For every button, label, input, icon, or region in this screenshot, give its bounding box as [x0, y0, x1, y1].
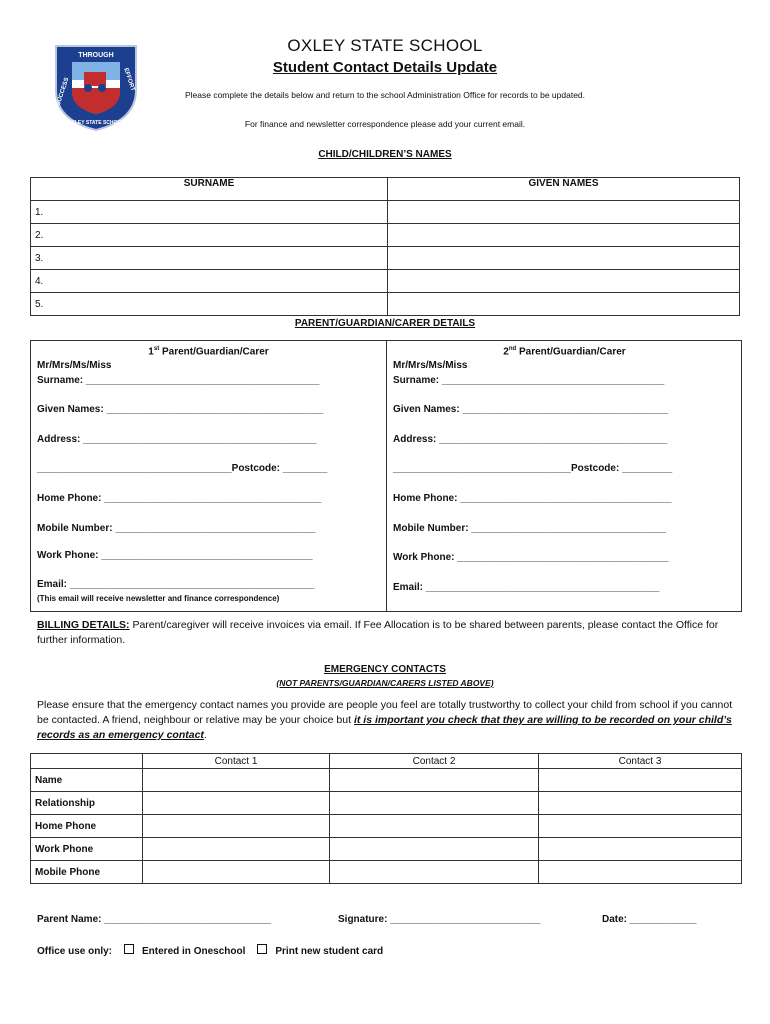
contact-cell[interactable]	[143, 815, 330, 838]
parent-2-work-phone-field[interactable]: Work Phone: ______________________________________	[393, 552, 669, 563]
parent-2-address-field[interactable]: Address: _________________________________________	[393, 434, 668, 445]
contact-cell[interactable]	[143, 792, 330, 815]
emergency-heading: EMERGENCY CONTACTS	[324, 664, 446, 675]
given-names-column-header: GIVEN NAMES	[388, 178, 740, 201]
table-row	[31, 293, 740, 316]
parent-name-field[interactable]: Parent Name: ______________________________	[37, 914, 272, 925]
instruction-2: For finance and newsletter correspondence please add your current email.	[244, 119, 526, 129]
parent-2-email-field[interactable]: Email: __________________________________________	[393, 582, 660, 593]
date-field[interactable]: Date: ____________	[602, 914, 697, 925]
parent-1-salutation: Mr/Mrs/Ms/Miss	[37, 360, 112, 371]
office-use-label: Office use only:	[37, 946, 113, 957]
parent-2-heading: 2nd Parent/Guardian/Carer	[503, 346, 626, 358]
table-row	[31, 754, 742, 769]
billing-text: Parent/caregiver will receive invoices via email. If Fee Allocation is to be shared between parents, please contact the Office for further information.	[37, 619, 719, 646]
parents-box	[30, 340, 742, 612]
emergency-emphasis: it is important you check that they are willing to be recorded on your child’s records as an emergency contact	[37, 714, 732, 741]
child-row-label[interactable]: 1.	[31, 201, 388, 224]
parent-1-given-names-field[interactable]: Given Names: _______________________________________	[37, 404, 324, 415]
child-row-label[interactable]: 2.	[31, 224, 388, 247]
contact-cell[interactable]	[143, 769, 330, 792]
parent-1-postcode-field[interactable]: ___________________________________Postcode: ________	[37, 463, 328, 474]
contact-1-header: Contact 1	[143, 754, 330, 769]
office-use-row	[37, 944, 383, 957]
child-given-cell[interactable]	[388, 201, 740, 224]
parent-1-home-phone-field[interactable]: Home Phone: _______________________________________	[37, 493, 322, 504]
contact-cell[interactable]	[330, 838, 539, 861]
table-row	[31, 792, 742, 815]
billing-label: BILLING DETAILS:	[37, 619, 130, 631]
table-row	[31, 769, 742, 792]
parent-1-email-note: (This email will receive newsletter and finance correspondence)	[37, 594, 280, 603]
row-label-work-phone: Work Phone	[31, 838, 143, 861]
contact-3-header: Contact 3	[539, 754, 742, 769]
corner-cell	[31, 754, 143, 769]
school-name: OXLEY STATE SCHOOL	[287, 36, 483, 55]
contact-cell[interactable]	[539, 792, 742, 815]
parent-2-given-names-field[interactable]: Given Names: _____________________________________	[393, 404, 669, 415]
parent-1-heading: 1st Parent/Guardian/Carer	[148, 346, 269, 358]
row-label-home-phone: Home Phone	[31, 815, 143, 838]
table-row	[31, 247, 740, 270]
logo-left-text: SUCCESS	[55, 76, 71, 107]
children-heading: CHILD/CHILDREN’S NAMES	[318, 149, 452, 160]
row-label-name: Name	[31, 769, 143, 792]
child-given-cell[interactable]	[388, 224, 740, 247]
table-row	[31, 838, 742, 861]
child-given-cell[interactable]	[388, 247, 740, 270]
table-row	[31, 178, 740, 201]
contact-cell[interactable]	[143, 838, 330, 861]
children-table	[30, 177, 740, 316]
emergency-paragraph: Please ensure that the emergency contact names you provide are people you feel are totally trustworthy to collect your child from school if you cannot be contacted. A friend, neighbour or relative may be your choice but it is important you check that they are willing to be recorded on your child’s records as an emergency contact.	[37, 699, 733, 741]
parent-2-home-phone-field[interactable]: Home Phone: ______________________________________	[393, 493, 672, 504]
contact-cell[interactable]	[330, 861, 539, 884]
emergency-subheading: (NOT PARENTS/GUARDIAN/CARERS LISTED ABOVE)	[276, 678, 494, 688]
entered-oneschool-label: Entered in Oneschool	[142, 946, 246, 957]
form-title: Student Contact Details Update	[272, 59, 498, 76]
parent-1-column	[31, 341, 386, 611]
table-row	[31, 270, 740, 293]
child-given-cell[interactable]	[388, 293, 740, 316]
contact-cell[interactable]	[539, 815, 742, 838]
parent-1-email-field[interactable]: Email: ____________________________________________	[37, 579, 315, 590]
print-card-label: Print new student card	[275, 946, 384, 957]
table-row	[31, 224, 740, 247]
table-row	[31, 861, 742, 884]
parent-1-surname-field[interactable]: Surname: __________________________________________	[37, 375, 320, 386]
row-label-mobile-phone: Mobile Phone	[31, 861, 143, 884]
emergency-contacts-table	[30, 753, 742, 884]
parent-1-mobile-field[interactable]: Mobile Number: ____________________________________	[37, 523, 316, 534]
entered-oneschool-checkbox[interactable]	[124, 944, 134, 954]
parent-2-salutation: Mr/Mrs/Ms/Miss	[393, 360, 468, 371]
print-card-checkbox[interactable]	[257, 944, 267, 954]
child-given-cell[interactable]	[388, 270, 740, 293]
contact-cell[interactable]	[330, 769, 539, 792]
billing-details	[37, 618, 737, 648]
child-row-label[interactable]: 3.	[31, 247, 388, 270]
child-row-label[interactable]: 5.	[31, 293, 388, 316]
instruction-1: Please complete the details below and return to the school Administration Office for records to be updated.	[184, 90, 586, 100]
table-row	[31, 201, 740, 224]
signature-field[interactable]: Signature: ___________________________	[338, 914, 541, 925]
parent-1-work-phone-field[interactable]: Work Phone: ______________________________________	[37, 550, 313, 561]
contact-cell[interactable]	[539, 838, 742, 861]
contact-2-header: Contact 2	[330, 754, 539, 769]
logo-top-text: THROUGH	[78, 52, 114, 59]
parent-2-mobile-field[interactable]: Mobile Number: ___________________________________	[393, 523, 666, 534]
parent-1-address-field[interactable]: Address: __________________________________________	[37, 434, 317, 445]
logo-right-text: EFFORT	[122, 67, 136, 93]
row-label-relationship: Relationship	[31, 792, 143, 815]
contact-cell[interactable]	[143, 861, 330, 884]
contact-cell[interactable]	[539, 861, 742, 884]
parent-2-column	[386, 341, 742, 611]
surname-column-header: SURNAME	[31, 178, 388, 201]
parents-heading: PARENT/GUARDIAN/CARER DETAILS	[294, 318, 476, 329]
child-row-label[interactable]: 4.	[31, 270, 388, 293]
logo-bottom-text: OXLEY STATE SCHOOL	[67, 120, 125, 126]
contact-cell[interactable]	[539, 769, 742, 792]
parent-2-surname-field[interactable]: Surname: ________________________________________	[393, 375, 665, 386]
contact-cell[interactable]	[330, 792, 539, 815]
contact-cell[interactable]	[330, 815, 539, 838]
parent-2-postcode-field[interactable]: ________________________________Postcode: _________	[393, 463, 673, 474]
table-row	[31, 815, 742, 838]
